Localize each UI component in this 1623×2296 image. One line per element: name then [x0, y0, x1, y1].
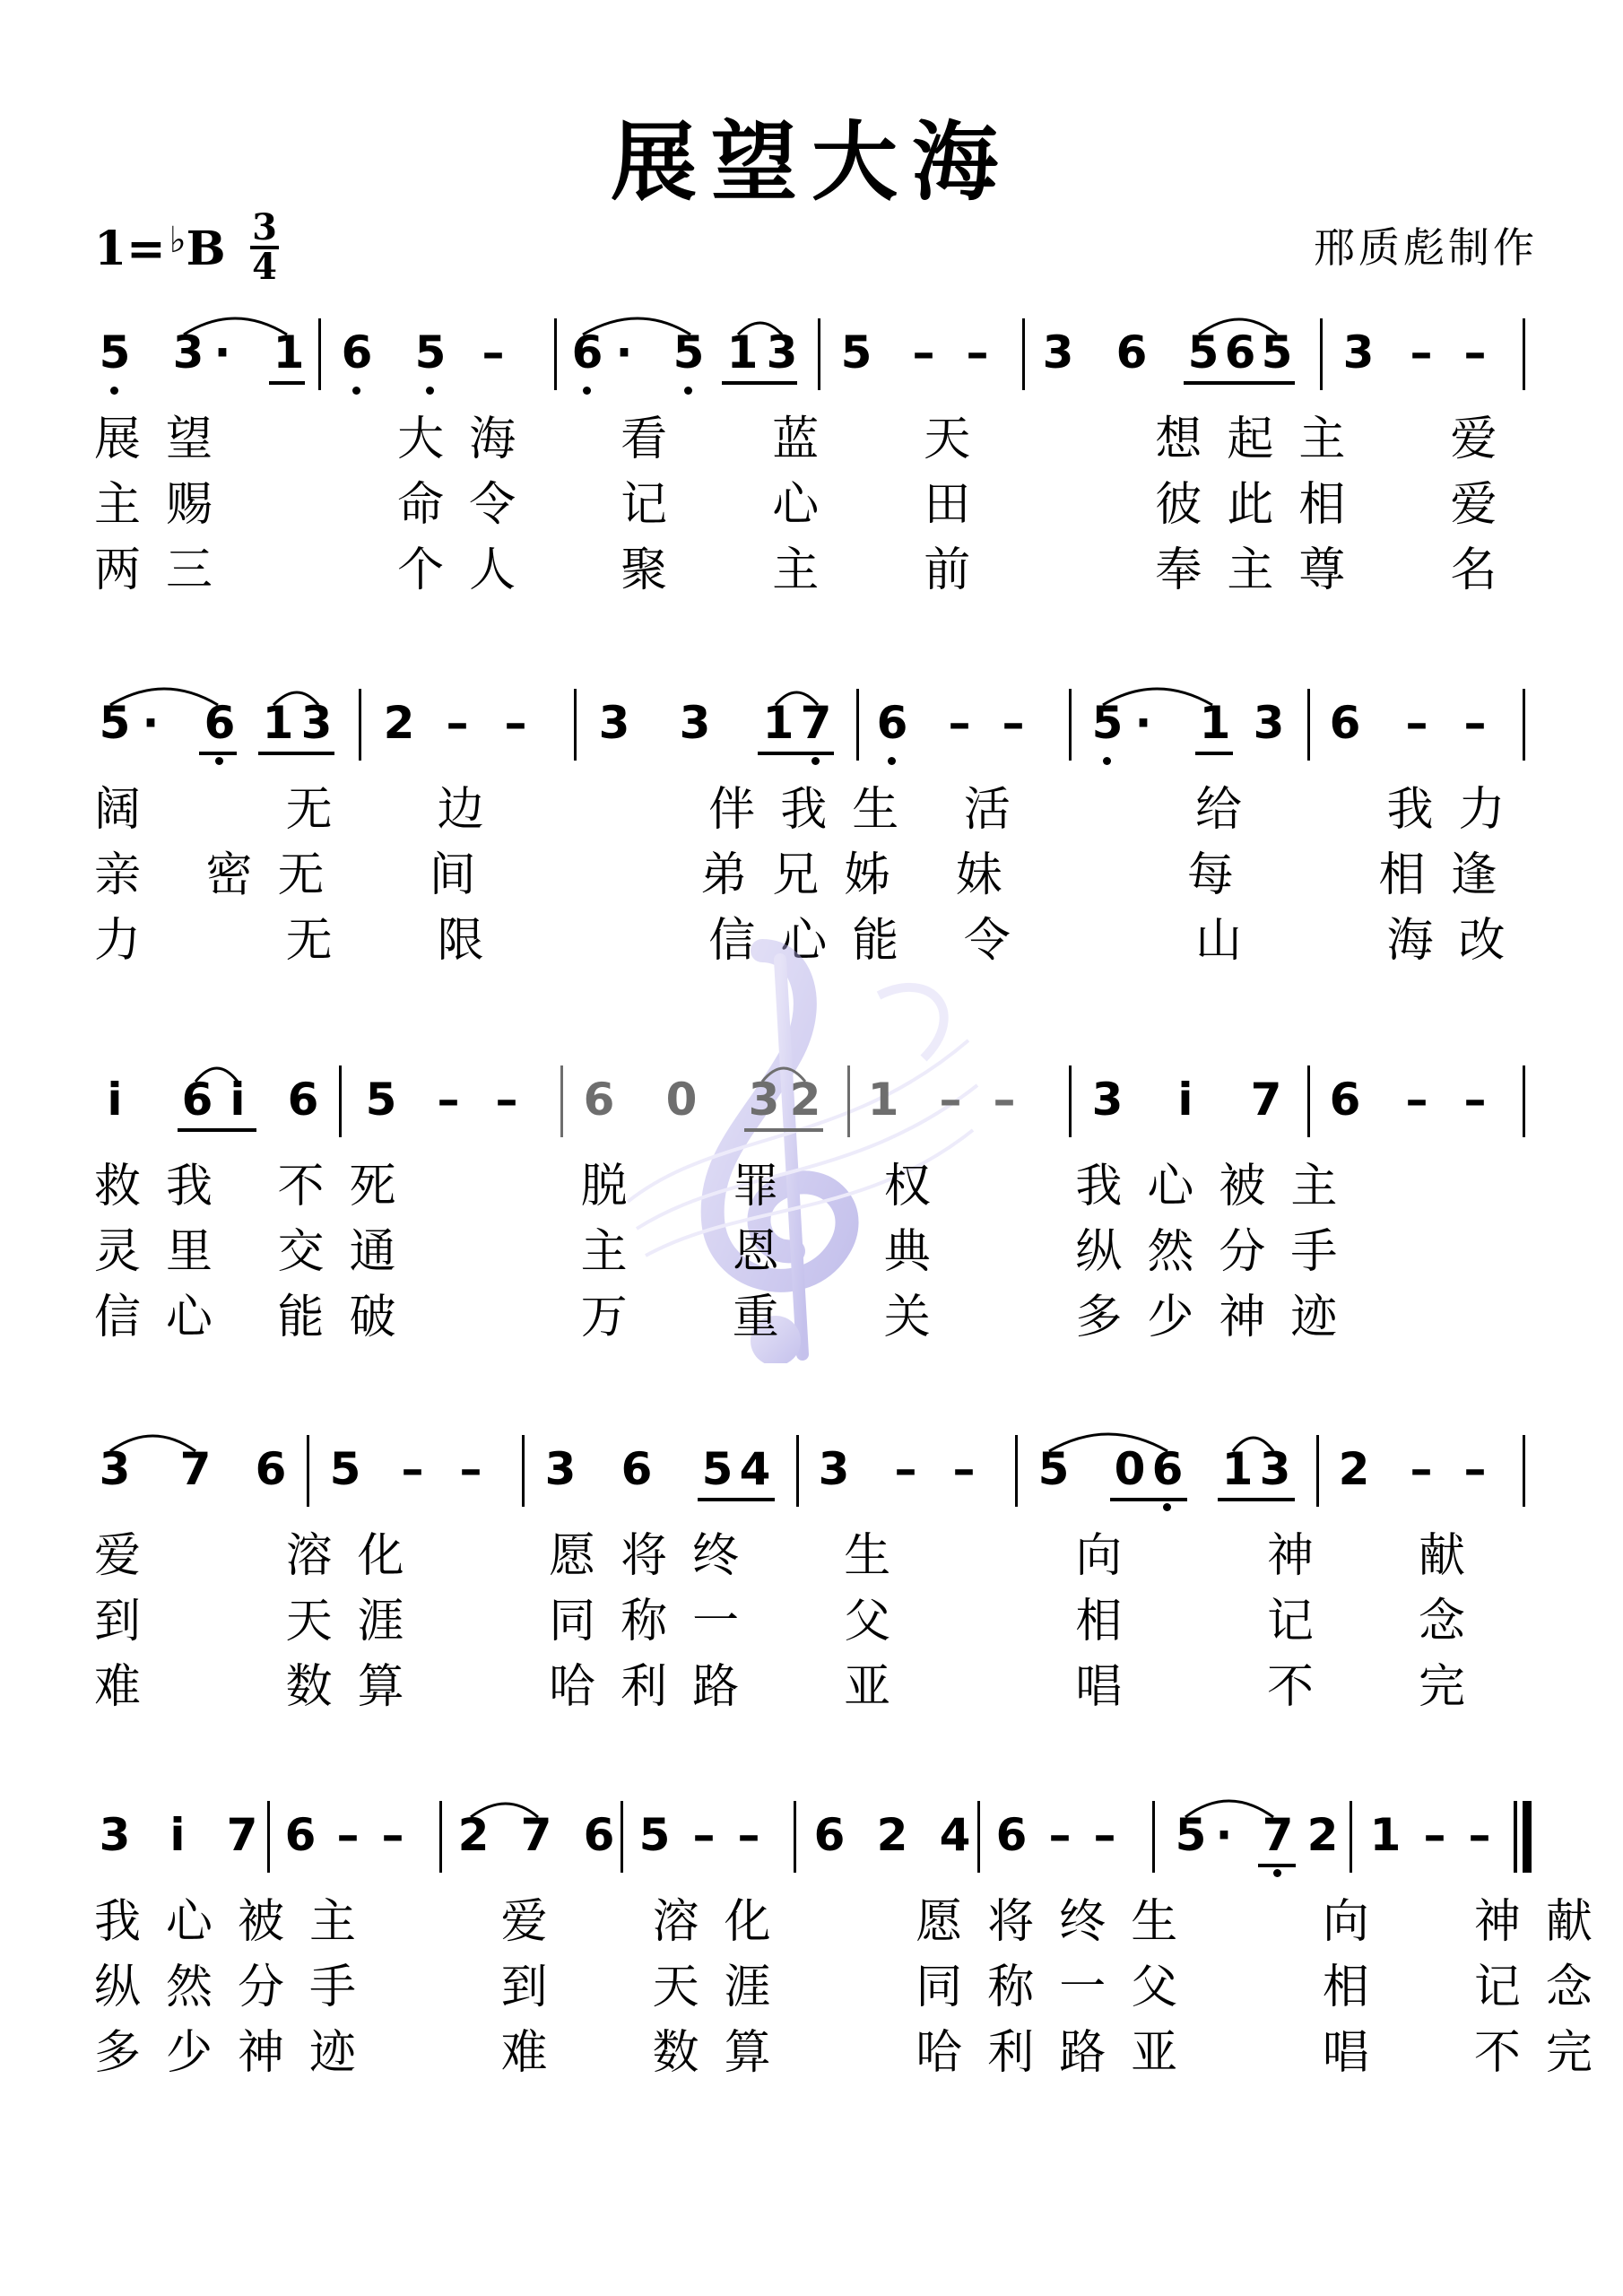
score-system-3 [0, 1074, 1623, 1469]
lyric-verse-3: 力 无 限 信心能 令 山 海改 [94, 914, 1531, 968]
note: 6 [876, 697, 908, 749]
score-system-4 [0, 1444, 1623, 1839]
note: 6 [1329, 1074, 1361, 1126]
dash: – [401, 1443, 424, 1495]
song-title: 展望大海 [611, 111, 1012, 213]
dash: – [1463, 1074, 1487, 1126]
lyric-verse-2: 到 天涯 同称一 父 相 记 念 [94, 1595, 1490, 1648]
maker-credit: 邢质彪制作 [1314, 223, 1538, 272]
flat-sign: ♭ [169, 220, 187, 261]
note: 3 [1342, 326, 1375, 378]
note: 5 [1037, 1443, 1070, 1495]
time-sig-lower: 4 [252, 246, 277, 288]
lyric-verse-3: 多少神迹 难 数算 哈利路亚 唱 不完 [94, 2026, 1618, 2080]
dash: – [482, 326, 505, 378]
augmentation-dot: · [213, 326, 231, 378]
note: 6 [571, 326, 603, 378]
dash: – [737, 1809, 760, 1861]
note: 6 [181, 1074, 213, 1126]
dash: – [894, 1443, 917, 1495]
dash: – [437, 1074, 460, 1126]
note: 3 [544, 1443, 577, 1495]
note: i [230, 1074, 246, 1126]
note: 6 [1329, 697, 1361, 749]
note: 6 [284, 1809, 317, 1861]
note: 2 [1338, 1443, 1370, 1495]
lyric-verse-1: 阔 无 边 伴我生 活 给 我力 [94, 783, 1531, 837]
dash: – [504, 697, 527, 749]
dash: – [1463, 326, 1487, 378]
rest: 0 [665, 1074, 698, 1126]
augmentation-dot: · [1134, 697, 1152, 749]
note: 5 [701, 1443, 733, 1495]
note: 7 [520, 1809, 552, 1861]
note: 1 [1199, 697, 1231, 749]
note: 5 [99, 326, 131, 378]
dash: – [952, 1443, 976, 1495]
dash: – [1463, 1443, 1487, 1495]
note: 6 [583, 1809, 615, 1861]
note: 7 [1250, 1074, 1282, 1126]
lyric-verse-2: 纵然分手 到 天涯 同称一父 相 记念 [94, 1961, 1618, 2014]
note: 3 [1091, 1074, 1124, 1126]
lyric-verse-1: 展望 大海 看 蓝 天 想起主 爱 [94, 413, 1523, 466]
lyric-verse-2: 灵里 交通 主 恩 典 纵然分手 [94, 1225, 1363, 1279]
note: 3 [598, 697, 630, 749]
dash: – [381, 1809, 404, 1861]
lyric-verse-2: 亲 密无 间 弟兄姊 妹 每 相逢 [94, 848, 1523, 902]
note: 5 [365, 1074, 397, 1126]
dash: – [1463, 697, 1487, 749]
key-tonic: 1= [94, 222, 166, 276]
note: 2 [876, 1809, 908, 1861]
note: 5 [329, 1443, 361, 1495]
rest: 0 [1114, 1443, 1146, 1495]
note: 4 [939, 1809, 971, 1861]
note: i [107, 1074, 123, 1126]
dash: – [912, 326, 935, 378]
note: 5 [414, 326, 447, 378]
time-sig-upper: 3 [252, 206, 277, 248]
dash: – [948, 697, 971, 749]
note: 3 [172, 326, 204, 378]
lyric-verse-3: 两三 个人 聚 主 前 奉主尊 名 [94, 544, 1523, 597]
note: 2 [457, 1809, 490, 1861]
dash: – [459, 1443, 482, 1495]
note: 2 [1306, 1809, 1339, 1861]
lyric-verse-2: 主赐 命令 记 心 田 彼此相 爱 [94, 478, 1523, 532]
note: 5 [1261, 326, 1293, 378]
note: 5 [638, 1809, 671, 1861]
note: 6 [813, 1809, 846, 1861]
note: 3 [766, 326, 798, 378]
note: 3 [1253, 697, 1285, 749]
note: 1 [1369, 1809, 1402, 1861]
note: 3 [1259, 1443, 1291, 1495]
note: i [1177, 1074, 1193, 1126]
note: 5 [1091, 697, 1124, 749]
note: 3 [818, 1443, 850, 1495]
note: 5 [673, 326, 705, 378]
dash: – [1002, 697, 1025, 749]
note: 2 [789, 1074, 821, 1126]
note: 5 [99, 697, 131, 749]
dash: – [1093, 1809, 1116, 1861]
note: 6 [1115, 326, 1148, 378]
note: 7 [1262, 1809, 1294, 1861]
note: 6 [204, 697, 236, 749]
dash: – [1423, 1809, 1446, 1861]
score-system-5 [0, 1810, 1623, 2205]
dash: – [993, 1074, 1016, 1126]
dash: – [692, 1809, 716, 1861]
note: i [169, 1809, 186, 1861]
lyric-verse-1: 我心被主 爱 溶化 愿将终生 向 神献 [94, 1895, 1618, 1949]
score-system-1 [0, 327, 1623, 722]
note: 1 [1221, 1443, 1254, 1495]
note: 4 [739, 1443, 771, 1495]
note: 6 [287, 1074, 319, 1126]
dash: – [446, 697, 469, 749]
note: 5 [1175, 1809, 1207, 1861]
note: 5 [840, 326, 872, 378]
lyric-verse-3: 信心 能破 万 重 关 多少神迹 [94, 1291, 1363, 1344]
time-signature [247, 206, 282, 288]
key-signature [94, 220, 226, 276]
note: 6 [1151, 1443, 1184, 1495]
note: 2 [383, 697, 415, 749]
note: 6 [621, 1443, 653, 1495]
note: 7 [179, 1443, 212, 1495]
lyric-verse-3: 难 数算 哈利路 亚 唱 不 完 [94, 1660, 1490, 1714]
note: 3 [748, 1074, 780, 1126]
key-letter: B [186, 222, 226, 276]
lyric-verse-1: 救我 不死 脱 罪 权 我心被主 [94, 1160, 1363, 1213]
note: 1 [726, 326, 759, 378]
note: 1 [262, 697, 294, 749]
note: 3 [679, 697, 711, 749]
dash: – [1468, 1809, 1491, 1861]
augmentation-dot: · [1215, 1809, 1233, 1861]
lyric-verse-1: 爱 溶化 愿将终 生 向 神 献 [94, 1529, 1490, 1583]
note: 3 [1042, 326, 1074, 378]
augmentation-dot: · [142, 697, 160, 749]
dash: – [1410, 326, 1433, 378]
dash: – [939, 1074, 962, 1126]
note: 3 [300, 697, 333, 749]
dash: – [1405, 1074, 1428, 1126]
note: 6 [583, 1074, 615, 1126]
note: 7 [226, 1809, 258, 1861]
augmentation-dot: · [615, 326, 633, 378]
dash: – [1048, 1809, 1072, 1861]
note: 7 [800, 697, 832, 749]
dash: – [495, 1074, 518, 1126]
note: 3 [99, 1443, 131, 1495]
note: 6 [255, 1443, 287, 1495]
note: 1 [762, 697, 794, 749]
note: 3 [99, 1809, 131, 1861]
note: 6 [341, 326, 373, 378]
note: 1 [867, 1074, 899, 1126]
note: 6 [995, 1809, 1028, 1861]
note: 6 [1224, 326, 1256, 378]
note: 5 [1187, 326, 1219, 378]
note: 1 [273, 326, 305, 378]
dash: – [336, 1809, 360, 1861]
dash: – [966, 326, 989, 378]
dash: – [1410, 1443, 1433, 1495]
dash: – [1405, 697, 1428, 749]
